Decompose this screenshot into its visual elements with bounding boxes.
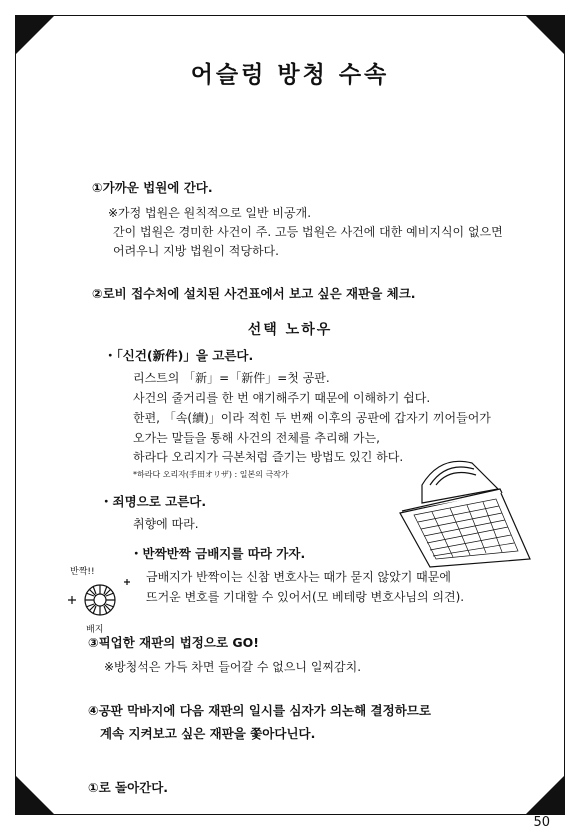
tip-new-case-line: 사건의 줄거리를 한 번 얘기해주기 때문에 이해하기 쉽다. (133, 391, 431, 405)
section-5-heading: ①로 돌아간다. (88, 780, 169, 795)
section-1-line: ※가정 법원은 원칙적으로 일반 비공개. (108, 206, 312, 220)
section-4-heading: ④공판 막바지에 다음 재판의 일시를 심자가 의논해 결정하므로 (88, 703, 431, 718)
tip-new-case-line: 한편, 「속(續)」이라 적힌 두 번째 이후의 공판에 갑자기 끼어들어가 (133, 411, 491, 425)
corner-decoration-top-right (526, 16, 564, 54)
tip-badge-heading: ・반짝반짝 금배지를 따라 가자. (130, 546, 306, 561)
corner-decoration-top-left (16, 16, 54, 54)
page-title: 어슬렁 방청 수속 (190, 62, 390, 88)
badge-bottom-label: 배지 (86, 625, 104, 635)
section-2-heading: ②로비 접수처에 설치된 사건표에서 보고 싶은 재판을 체크. (92, 286, 416, 301)
badge-top-label: 반짝!! (70, 567, 95, 577)
tip-charge-line: 취향에 따라. (133, 517, 199, 531)
section-3-line: ※방청석은 가득 차면 들어갈 수 없으니 일찌감치. (104, 660, 362, 674)
tip-new-case-line: 오가는 말들을 통해 사건의 전체를 추리해 가는, (133, 431, 380, 445)
section-3-heading: ③픽업한 재판의 법정으로 GO! (88, 635, 259, 650)
tip-new-case-line: 하라다 오리지가 극본처럼 즐기는 방법도 있긴 하다. (133, 450, 404, 464)
selection-know-how-label: 선택 노하우 (247, 322, 333, 338)
tip-badge-line: 금배지가 반짝이는 신참 변호사는 때가 묻지 않았기 때문에 (146, 570, 451, 584)
tip-badge-line: 뜨거운 변호를 기대할 수 있어서(모 베테랑 변호사님의 의견). (146, 590, 465, 604)
section-1-line: 간이 법원은 경미한 사건이 주. 고등 법원은 사건에 대한 예비지식이 없으면 (113, 225, 503, 239)
section-4-heading-line2: 계속 지켜보고 싶은 재판을 쫓아다닌다. (100, 726, 316, 741)
case-list-book-icon (392, 455, 534, 570)
section-1-heading: ①가까운 법원에 간다. (92, 180, 213, 195)
corner-decoration-bottom-left (16, 776, 54, 814)
footnote: *하라다 오리자(手田オリザ) : 일본의 극작가 (133, 470, 289, 479)
tip-new-case-line: 리스트의 「新」=「新件」=첫 공판. (133, 371, 330, 385)
page-number: 50 (533, 815, 550, 830)
tip-charge-heading: ・죄명으로 고른다. (100, 494, 207, 509)
section-1-line: 어려우니 지방 법원이 적당하다. (113, 244, 279, 258)
corner-decoration-bottom-right (526, 776, 564, 814)
tip-new-case-heading: ・「신건(新件)」을 고른다. (104, 348, 254, 363)
lawyer-badge-icon (60, 560, 140, 640)
